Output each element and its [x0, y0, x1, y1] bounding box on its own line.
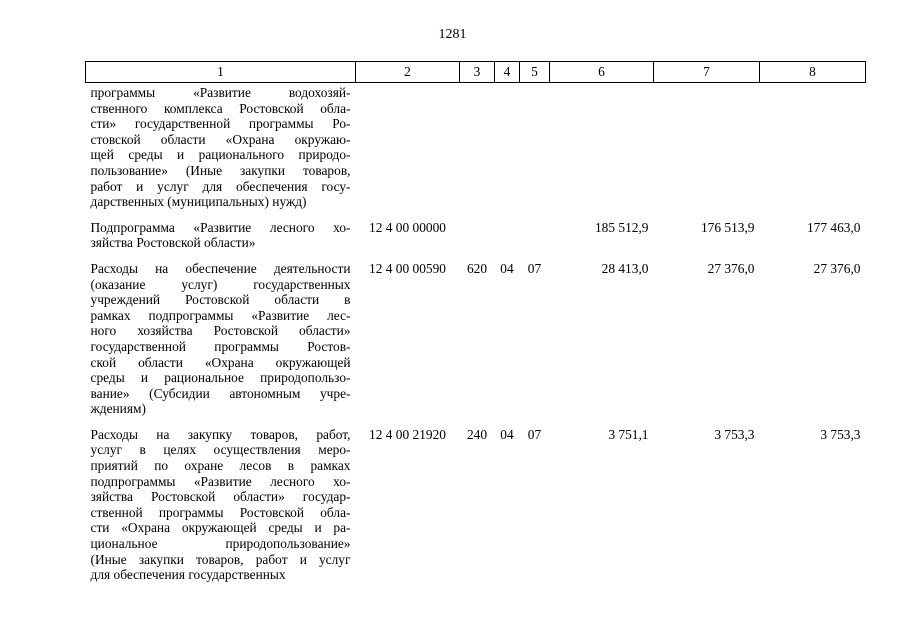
row-description	[86, 261, 356, 427]
subsection-code: 07	[527, 426, 542, 442]
section-code	[495, 220, 520, 261]
amount-column-8	[760, 83, 866, 220]
amount-column-7: 3 753,3	[714, 426, 755, 442]
header-row	[86, 62, 866, 83]
target-article-code: 12 4 00 00590	[369, 260, 446, 276]
amount-column-6: 3 751,1	[608, 426, 649, 442]
target-article-code	[356, 83, 460, 220]
table-row	[86, 427, 866, 583]
description-line: зяйства Ростовской области» государ-	[90, 489, 351, 505]
description-line: Расходы на обеспечение деятельности	[90, 260, 351, 276]
column-header-2: 2	[356, 62, 460, 83]
description-line: программы «Развитие водохозяй-	[90, 85, 351, 100]
description-line: работ и услуг для обеспечения госу-	[90, 178, 351, 194]
description-line: ного хозяйства Ростовской области»	[90, 323, 351, 339]
column-header-5: 5	[520, 62, 550, 83]
column-header-4: 4	[495, 62, 520, 83]
amount-column-6: 185 512,9	[594, 219, 649, 235]
description-line: сти «Охрана окружающей среды и ра-	[90, 520, 351, 536]
amount-column-6: 28 413,0	[601, 260, 649, 276]
target-article-code: 12 4 00 00000	[369, 219, 446, 235]
section-code: 04	[500, 426, 514, 442]
table-row	[86, 83, 866, 220]
description-line: Расходы на закупку товаров, работ,	[90, 426, 351, 442]
description-line: пользование» (Иные закупки товаров,	[90, 162, 351, 178]
description-line: сти» государственной программы Ро-	[90, 116, 351, 132]
description-line: подпрограммы «Развитие лесного хо-	[90, 473, 351, 489]
page-number: 1281	[438, 27, 467, 42]
subsection-code: 07	[527, 260, 542, 276]
amount-column-6	[550, 83, 654, 220]
description-line: государственной программы Ростов-	[90, 338, 351, 354]
expense-type-code: 620	[466, 260, 488, 276]
description-line: услуг в целях осуществления меро-	[90, 442, 351, 458]
row-description	[86, 83, 356, 220]
section-code	[495, 83, 520, 220]
column-header-1: 1	[86, 62, 356, 83]
description-line: ственного комплекса Ростовской обла-	[90, 100, 351, 116]
column-header-3: 3	[460, 62, 495, 83]
amount-column-8: 27 376,0	[813, 260, 861, 276]
description-line: учреждений Ростовской области в	[90, 292, 351, 308]
description-line: (Иные закупки товаров, работ и услуг	[90, 551, 351, 567]
table-row	[86, 220, 866, 261]
budget-table	[85, 61, 866, 583]
description-line: щей среды и рационального природо-	[90, 147, 351, 163]
description-line: рамках подпрограммы «Развитие лес-	[90, 307, 351, 323]
subsection-code	[520, 83, 550, 220]
description-line: ственной программы Ростовской обла-	[90, 504, 351, 520]
subsection-code	[520, 220, 550, 261]
amount-column-7	[654, 83, 760, 220]
row-description	[86, 427, 356, 583]
description-line: ской области «Охрана окружающей	[90, 354, 351, 370]
description-line: (оказание услуг) государственных	[90, 276, 351, 292]
description-line: ждениям)	[90, 401, 146, 417]
description-line: зяйства Ростовской области»	[90, 235, 256, 251]
section-code: 04	[500, 260, 514, 276]
description-line: для обеспечения государственных	[90, 567, 286, 583]
row-description	[86, 220, 356, 261]
description-line: вание» (Субсидии автономным учре-	[90, 385, 351, 401]
description-line: дарственных (муниципальных) нужд)	[90, 194, 307, 210]
expense-type-code	[460, 83, 495, 220]
description-line: стовской области «Охрана окружаю-	[90, 131, 351, 147]
amount-column-8: 177 463,0	[806, 219, 861, 235]
description-line: приятий по охране лесов в рамках	[90, 458, 351, 474]
table-body	[86, 83, 866, 583]
description-line: Подпрограмма «Развитие лесного хо-	[90, 219, 351, 235]
expense-type-code	[460, 220, 495, 261]
column-header-6: 6	[550, 62, 654, 83]
description-line: циональное природопользование»	[90, 536, 351, 552]
amount-column-8: 3 753,3	[820, 426, 861, 442]
amount-column-7: 27 376,0	[707, 260, 755, 276]
description-line: среды и рациональное природопользо-	[90, 370, 351, 386]
table-row	[86, 261, 866, 427]
column-header-8: 8	[760, 62, 866, 83]
column-header-7: 7	[654, 62, 760, 83]
amount-column-7: 176 513,9	[700, 219, 755, 235]
target-article-code: 12 4 00 21920	[369, 426, 446, 442]
expense-type-code: 240	[466, 426, 488, 442]
